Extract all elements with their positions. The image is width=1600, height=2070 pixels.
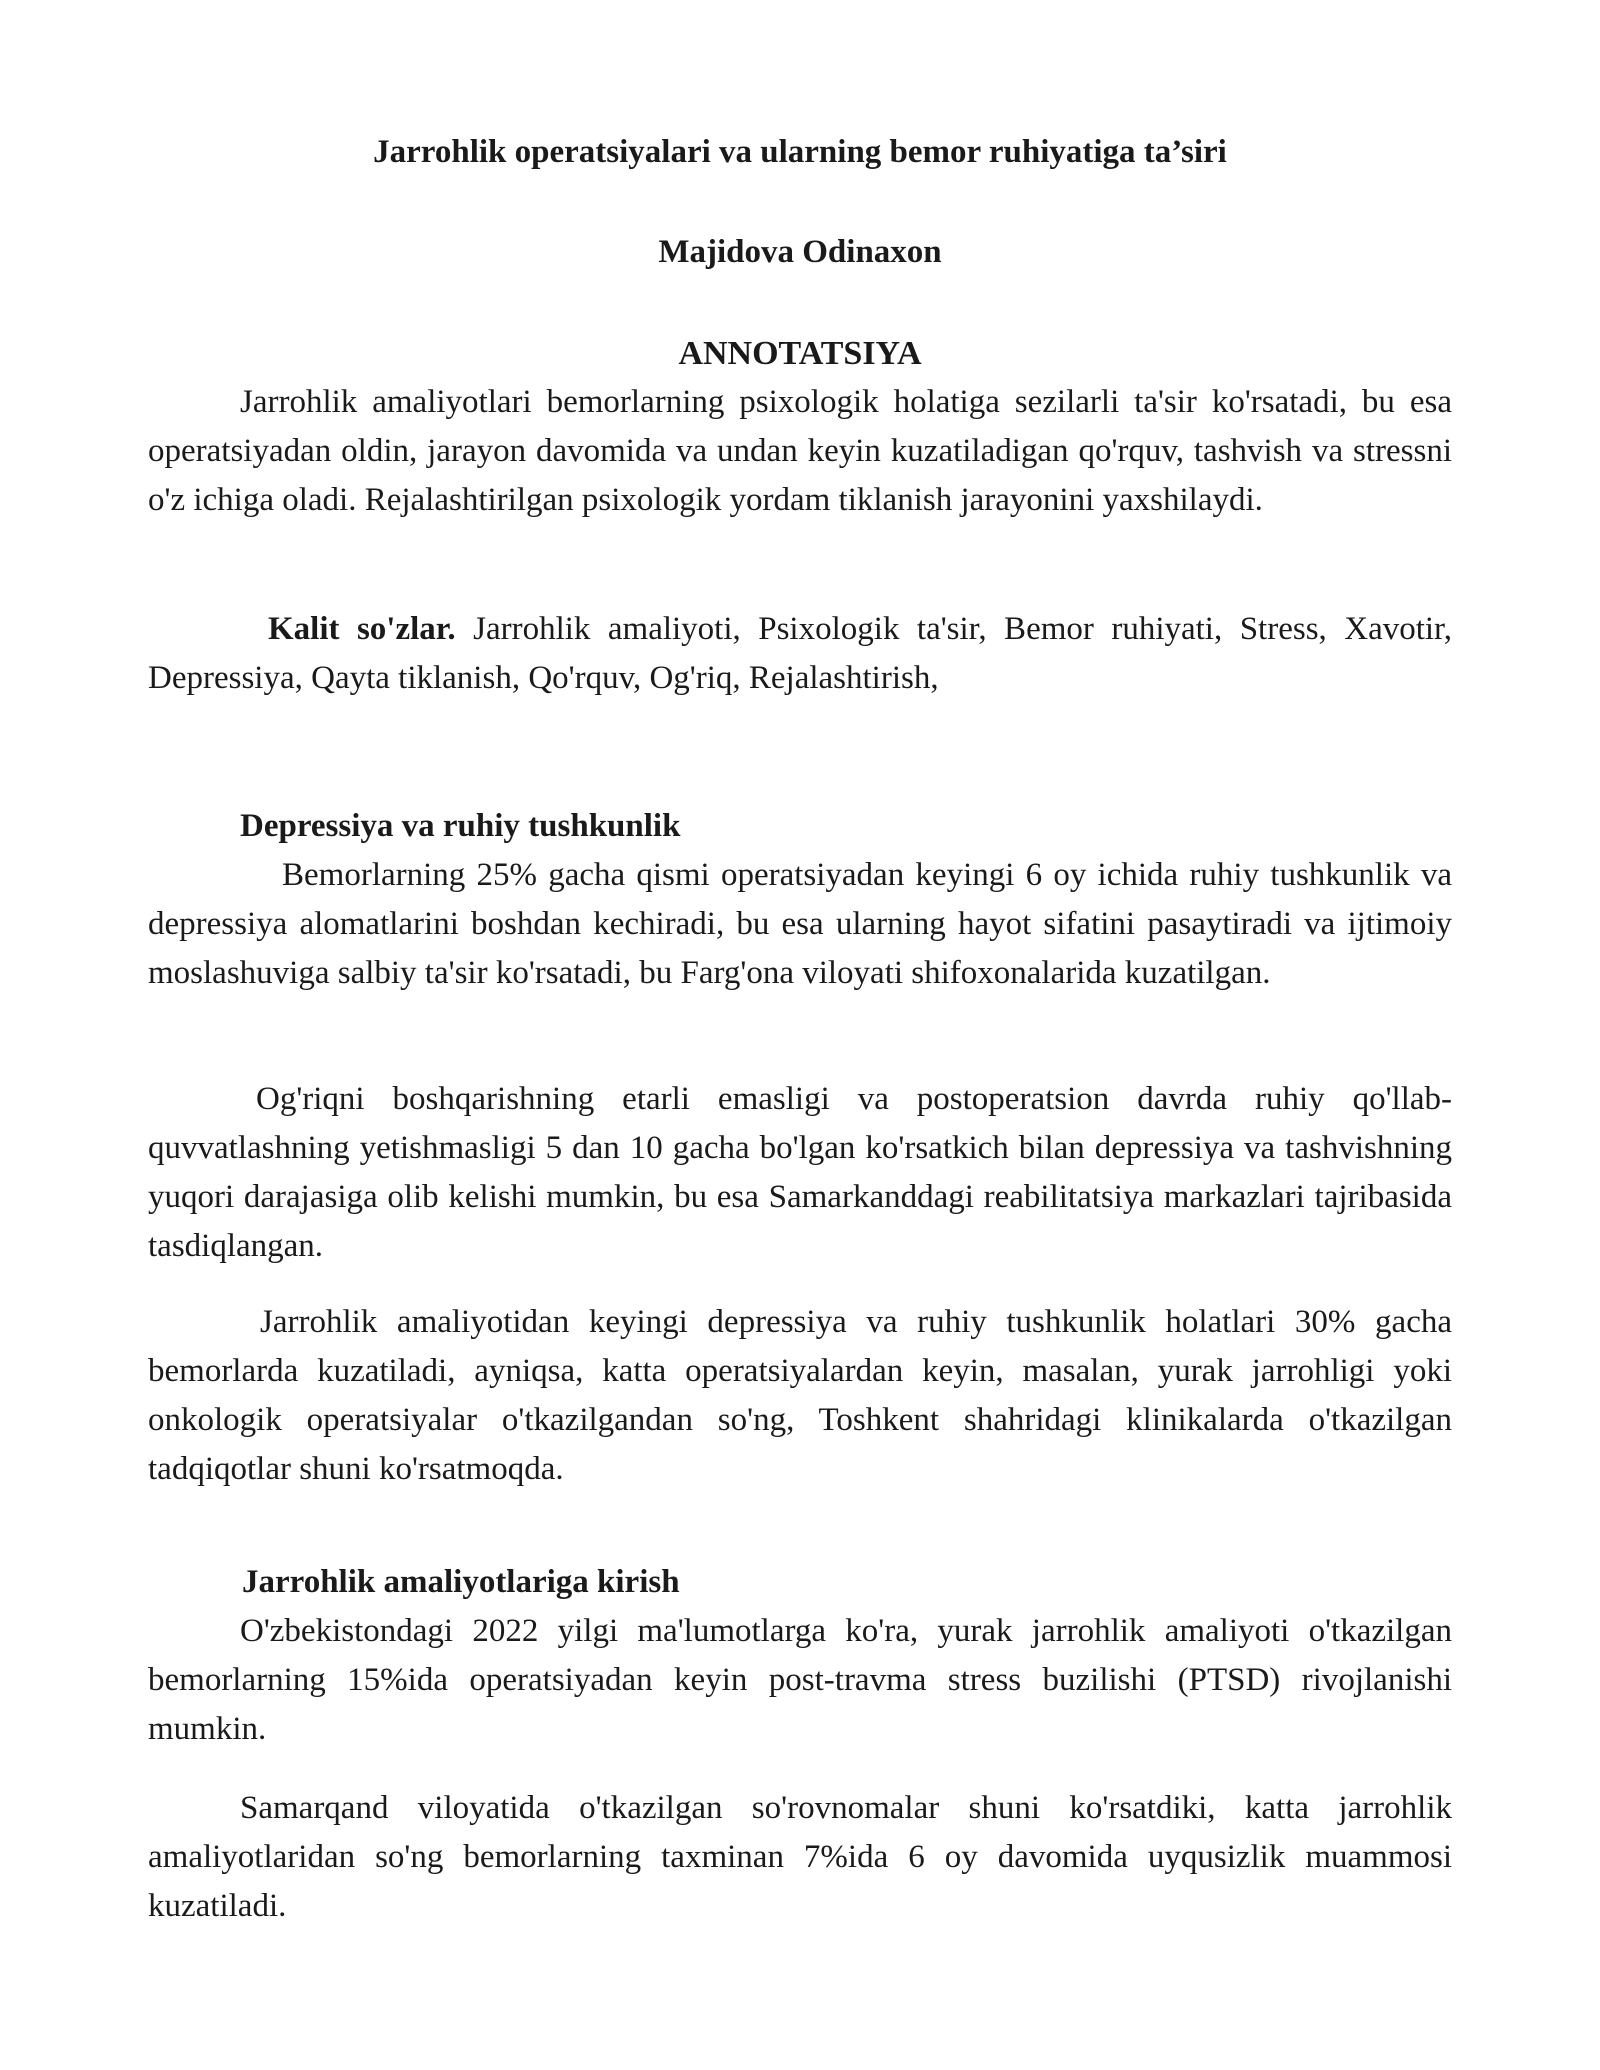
section-introduction-paragraph-1: O'zbekistondagi 2022 yilgi ma'lumotlarga ko'ra, yurak jarrohlik amaliyoti o'tkazilgan bemorlarning 15%ida operatsiyadan keyin post-travma stress buzilishi (PTSD) rivojlanishi mumkin. bbox=[148, 1613, 1452, 1747]
section-depression-paragraph-3: Jarrohlik amaliyotidan keyingi depressiya va ruhiy tushkunlik holatlari 30% gacha bemorlarda kuzatiladi, ayniqsa, katta operatsiyalardan keyin, masalan, yurak jarrohligi yoki onkologik operatsiyalar o'tkazilgandan so'ng, Toshkent shahridagi klinikalarda o'tkazilgan tadqiqotlar shuni ko'rsatmoqda. bbox=[148, 1304, 1452, 1487]
author-name: Majidova Odinaxon bbox=[658, 234, 942, 270]
section-depression-paragraph-2: Og'riqni boshqarishning etarli emasligi va postoperatsion davrda ruhiy qo'llab-quvvatlashning yetishmasligi 5 dan 10 gacha bo'lgan ko'rsatkich bilan depressiya va tashvishning yuqori darajasiga olib kelishi mumkin, bu esa Samarkanddagi reabilitatsiya markazlari tajribasida tasdiqlangan. bbox=[148, 1081, 1452, 1264]
keywords-label: Kalit so'zlar. bbox=[268, 611, 456, 647]
section-introduction-paragraph-2: Samarqand viloyatida o'tkazilgan so'rovnomalar shuni ko'rsatdiki, katta jarrohlik amaliyotlaridan so'ng bemorlarning taxminan 7%ida 6 oy davomida uyqusizlik muammosi kuzatiladi. bbox=[148, 1790, 1452, 1924]
keywords-text: Jarrohlik amaliyoti, Psixologik ta'sir, Bemor ruhiyati, Stress, Xavotir, Depressiya, Qayta tiklanish, Qo'rquv, Og'riq, Rejalashtirish, bbox=[148, 611, 1452, 696]
keywords-paragraph bbox=[148, 605, 1452, 703]
annotation-text: Jarrohlik amaliyotlari bemorlarning psixologik holatiga sezilarli ta'sir ko'rsatadi, bu esa operatsiyadan oldin, jarayon davomida va undan keyin kuzatiladigan qo'rquv, tashvish va stressni o'z ichiga oladi. Rejalashtirilgan psixologik yordam tiklanish jarayonini yaxshilaydi. bbox=[148, 384, 1452, 518]
section-heading-depression: Depressiya va ruhiy tushkunlik bbox=[240, 808, 681, 844]
section-depression-paragraph-1: Bemorlarning 25% gacha qismi operatsiyadan keyingi 6 oy ichida ruhiy tushkunlik va depressiya alomatlarini boshdan kechiradi, bu esa ularning hayot sifatini pasaytiradi va ijtimoiy moslashuviga salbiy ta'sir ko'rsatadi, bu Farg'ona viloyati shifoxonalarida kuzatilgan. bbox=[148, 857, 1452, 991]
document-title: Jarrohlik operatsiyalari va ularning bemor ruhiyatiga ta’siri bbox=[373, 134, 1227, 170]
document-page bbox=[148, 0, 1452, 2070]
section-heading-introduction: Jarrohlik amaliyotlariga kirish bbox=[242, 1564, 680, 1600]
annotation-heading: ANNOTATSIYA bbox=[678, 335, 922, 372]
